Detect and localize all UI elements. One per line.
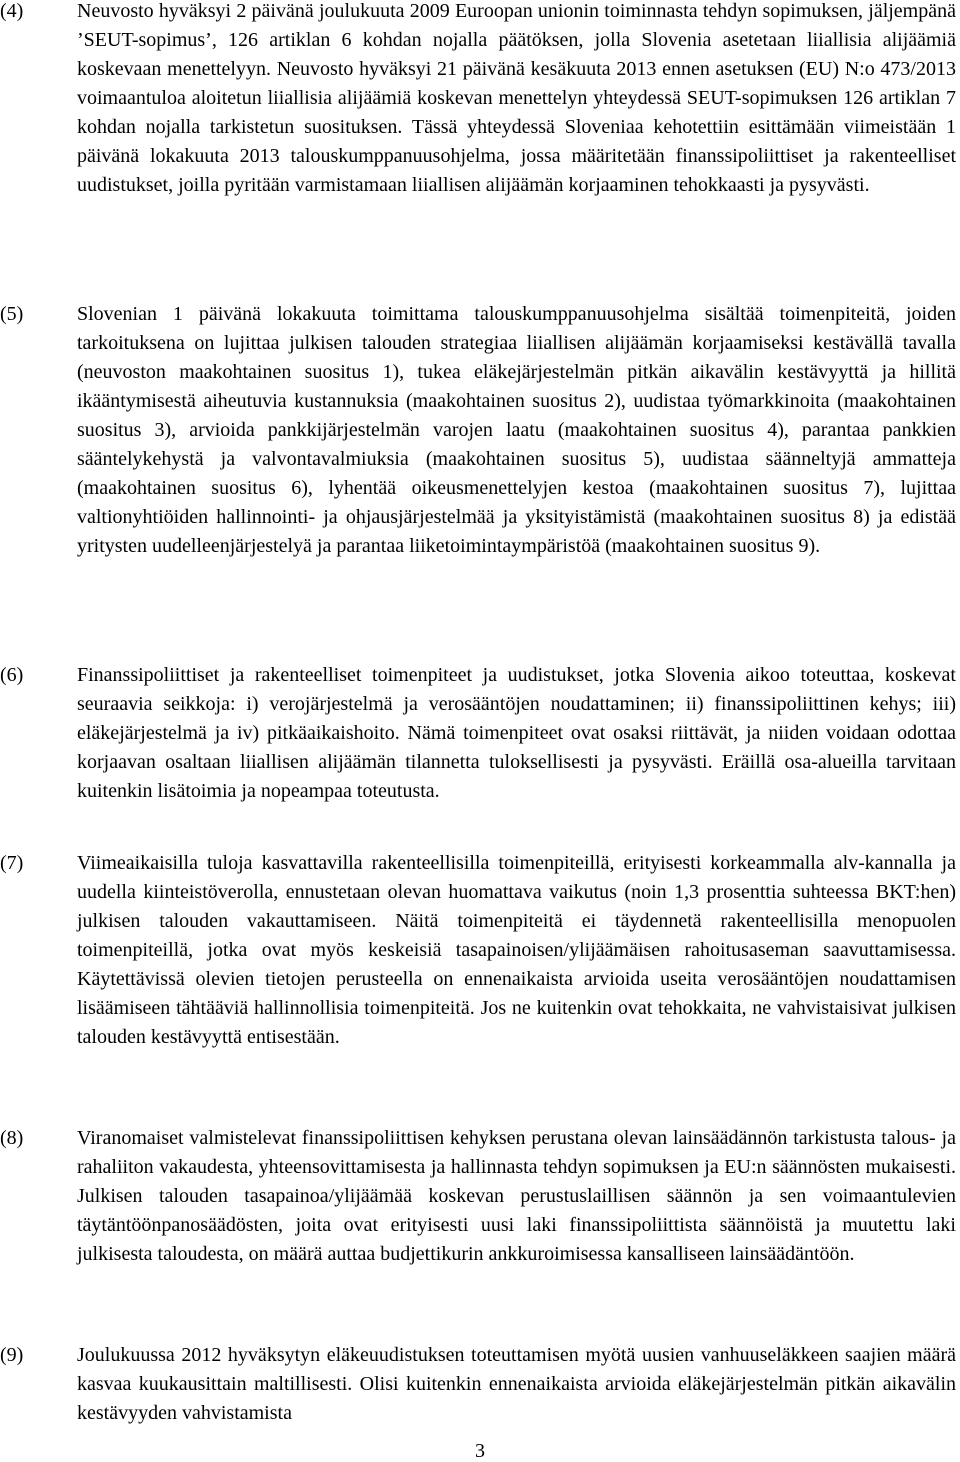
paragraph-number: (8) [0, 1127, 24, 1149]
paragraph-8 [0, 1124, 956, 1269]
paragraph-7 [0, 849, 956, 1052]
paragraph-number: (4) [0, 0, 24, 22]
paragraph-4 [0, 0, 956, 200]
paragraph-number: (6) [0, 664, 24, 686]
paragraph-text: Viimeaikaisilla tuloja kasvattavilla rakenteellisilla toimenpiteillä, erityisesti korkeammalla alv-kannalla ja uudella kiinteistöverolla, ennustetaan olevan huomattava vaikutus (noin 1,3 prosenttia suhteessa BKT:hen) julkisen talouden vakauttamiseen. Näitä toimenpiteitä ei täydennetä rakenteellisilla menopuolen toimenpiteillä, jotka ovat myös keskeisiä tasapainoisen/ylijäämäisen rahoitusaseman saavuttamisessa. Käytettävissä olevien tietojen perusteella on ennenaikaista arvioida useita verosääntöjen noudattamisen lisäämiseen tähtääviä hallinnollisia toimenpiteitä. Jos ne kuitenkin ovat tehokkaita, ne vahvistaisivat julkisen talouden kestävyyttä entisestään. [77, 852, 956, 1048]
paragraph-text: Viranomaiset valmistelevat finanssipoliittisen kehyksen perustana olevan lainsäädännön tarkistusta talous- ja rahaliiton vakaudesta, yhteensovittamisesta ja hallinnasta tehdyn sopimuksen ja EU:n säännösten mukaisesti. Julkisen talouden tasapainoa/ylijäämää koskevan perustuslaillisen säännön ja sen voimaantulevien täytäntöönpanosäädösten, joita ovat erityisesti uusi laki finanssipoliittista säännöistä ja muutettu laki julkisesta taloudesta, on määrä auttaa budjettikurin ankkuroimisessa kansalliseen lainsäädäntöön. [77, 1127, 956, 1265]
paragraph-text: Finanssipoliittiset ja rakenteelliset toimenpiteet ja uudistukset, jotka Slovenia aikoo toteuttaa, koskevat seuraavia seikkoja: i) verojärjestelmä ja verosääntöjen noudattaminen; ii) finanssipoliittinen kehys; iii) eläkejärjestelmä ja iv) pitkäaikaishoito. Nämä toimenpiteet ovat osaksi riittävät, ja niiden voidaan odottaa korjaavan osaltaan liiallisen alijäämän tilannetta tuloksellisesti ja pysyvästi. Eräillä osa-alueilla tarvitaan kuitenkin lisätoimia ja nopeampaa toteutusta. [77, 664, 956, 802]
paragraph-5 [0, 300, 956, 561]
paragraph-text: Neuvosto hyväksyi 2 päivänä joulukuuta 2009 Euroopan unionin toiminnasta tehdyn sopimuksen, jäljempänä ’SEUT-sopimus’, 126 artiklan 6 kohdan nojalla päätöksen, jolla Slovenia asetetaan liiallisia alijäämiä koskevaan menettelyyn. Neuvosto hyväksyi 21 päivänä kesäkuuta 2013 ennen asetuksen (EU) N:o 473/2013 voimaantuloa aloitetun liiallisia alijäämiä koskevan menettelyn yhteydessä SEUT-sopimuksen 126 artiklan 7 kohdan nojalla tarkistetun suosituksen. Tässä yhteydessä Sloveniaa kehotettiin esittämään viimeistään 1 päivänä lokakuuta 2013 talouskumppanuusohjelma, jossa määritetään finanssipoliittiset ja rakenteelliset uudistukset, joilla pyritään varmistamaan liiallisen alijäämän korjaaminen tehokkaasti ja pysyvästi. [77, 0, 956, 196]
page-number: 3 [475, 1440, 485, 1462]
paragraph-text: Joulukuussa 2012 hyväksytyn eläkeuudistuksen toteuttamisen myötä uusien vanhuuseläkkeen saajien määrä kasvaa kuukausittain maltillisesti. Olisi kuitenkin ennenaikaista arvioida eläkejärjestelmän pitkän aikavälin kestävyyden vahvistamista [77, 1344, 956, 1424]
paragraph-number: (7) [0, 852, 24, 874]
paragraph-9 [0, 1341, 956, 1428]
paragraph-number: (9) [0, 1344, 24, 1366]
paragraph-text: Slovenian 1 päivänä lokakuuta toimittama talouskumppanuusohjelma sisältää toimenpiteitä, joiden tarkoituksena on lujittaa julkisen talouden strategiaa liiallisen alijäämän korjaamiseksi kestävällä tavalla (neuvoston maakohtainen suositus 1), tukea eläkejärjestelmän pitkän aikavälin kestävyyttä ja hillitä ikääntymisestä aiheutuvia kustannuksia (maakohtainen suositus 2), uudistaa työmarkkinoita (maakohtainen suositus 3), arvioida pankkijärjestelmän varojen laatu (maakohtainen suositus 4), parantaa pankkien sääntelykehystä ja valvontavalmiuksia (maakohtainen suositus 5), uudistaa säänneltyjä ammatteja (maakohtainen suositus 6), lyhentää oikeusmenettelyjen kestoa (maakohtainen suositus 7), lujittaa valtionyhtiöiden hallinnointi- ja ohjausjärjestelmää ja yksityistämistä (maakohtainen suositus 8) ja edistää yritysten uudelleenjärjestelyä ja parantaa liiketoimintaympäristöä (maakohtainen suositus 9). [77, 303, 956, 557]
paragraph-6 [0, 661, 956, 806]
paragraph-number: (5) [0, 303, 24, 325]
